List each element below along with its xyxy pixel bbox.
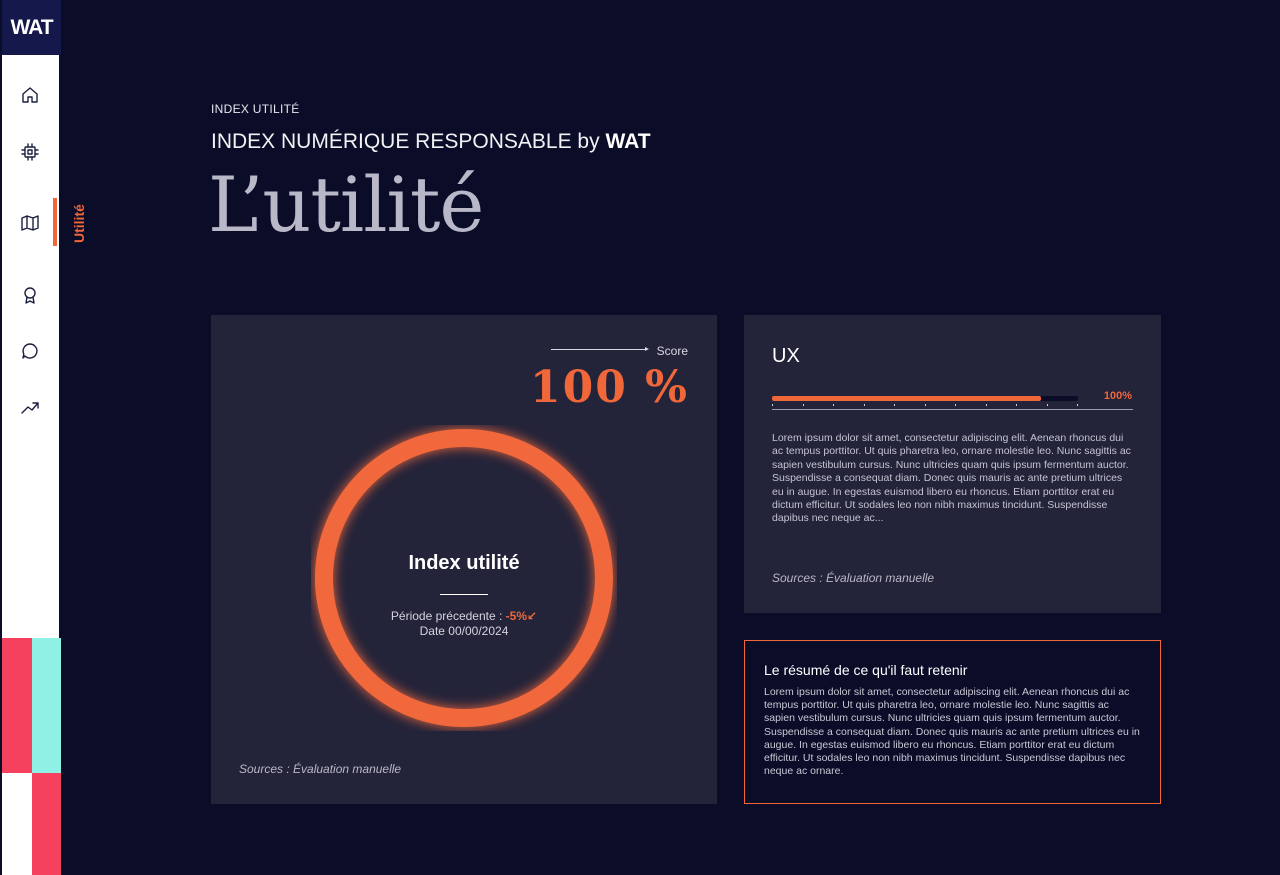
chat-icon	[20, 341, 40, 361]
subtitle-prefix: INDEX NUMÉRIQUE RESPONSABLE by	[211, 130, 606, 153]
ux-scale-tick	[1016, 404, 1017, 406]
score-ring-arc	[324, 438, 604, 718]
previous-delta: -5%↙	[505, 609, 538, 623]
score-card	[211, 315, 717, 804]
ux-sources: Sources : Évaluation manuelle	[772, 571, 935, 585]
ux-scale-tick	[803, 404, 804, 406]
score-label: Score	[656, 344, 688, 358]
active-nav-indicator	[53, 198, 57, 246]
ring-divider	[440, 594, 488, 595]
ux-scale-tick	[864, 404, 865, 406]
nav-chip[interactable]	[19, 141, 41, 163]
page-subtitle	[211, 130, 651, 154]
ux-scale-tick	[772, 404, 773, 406]
page-title: L’utilité	[208, 160, 484, 249]
map-icon	[20, 213, 40, 233]
logo-text: WAT	[10, 15, 53, 39]
ux-scale-tick	[894, 404, 895, 406]
trending-up-icon	[20, 398, 40, 418]
nav-trending[interactable]	[19, 397, 41, 419]
ux-scale-tick	[955, 404, 956, 406]
score-sources: Sources : Évaluation manuelle	[239, 762, 402, 776]
subtitle-brand: WAT	[605, 130, 651, 153]
ux-title: UX	[772, 345, 800, 367]
nav-map[interactable]	[19, 212, 41, 234]
ux-progress-track	[772, 396, 1078, 401]
ux-scale-tick	[833, 404, 834, 406]
score-date: Date 00/00/2024	[419, 624, 509, 638]
home-icon	[20, 85, 40, 105]
ux-progress-fill	[772, 396, 1041, 401]
summary-card	[744, 640, 1161, 804]
ux-scale-tick	[1077, 404, 1078, 406]
decor-pink-block-bottom	[32, 773, 61, 875]
page-eyebrow: INDEX UTILITÉ	[211, 102, 300, 116]
decor-teal-block	[32, 638, 61, 773]
previous-period	[211, 609, 717, 623]
award-icon	[20, 285, 40, 305]
ux-percent: 100%	[1103, 390, 1132, 402]
score-ring	[311, 425, 617, 731]
nav-chat[interactable]	[19, 340, 41, 362]
ux-scale-tick	[925, 404, 926, 406]
score-arrow	[551, 349, 647, 350]
wat-logo[interactable]	[2, 0, 61, 55]
ux-card	[744, 315, 1161, 613]
summary-title: Le résumé de ce qu'il faut retenir	[764, 662, 968, 678]
chip-icon	[20, 142, 40, 162]
previous-label: Période précedente :	[390, 609, 506, 623]
ux-scale-tick	[986, 404, 987, 406]
ux-description: Lorem ipsum dolor sit amet, consectetur adipiscing elit. Aenean rhoncus dui ac tempus porttitor. Ut quis pharetra leo, ornare molestie leo. Nunc sagittis ac sapien vestibulum cursus. Nunc ultricies quam quis ipsum fermentum auctor. Suspendisse a consequat diam. Donec quis mauris ac ante pretium ultrices eu in augue. In egestas euismod libero eu rhoncus. Etiam porttitor erat eu dictum efficitur. Ut sodales leo non nibh maximus tincidunt. Suspendisse dapibus nec neque ac...	[772, 432, 1131, 525]
ux-scale-tick	[1047, 404, 1048, 406]
ring-title: Index utilité	[408, 552, 520, 574]
summary-body: Lorem ipsum dolor sit amet, consectetur adipiscing elit. Aenean rhoncus dui ac tempus porttitor. Ut quis pharetra leo, ornare molestie leo. Nunc sagittis ac sapien vestibulum cursus. Nunc ultricies quam quis ipsum fermentum auctor. Suspendisse a consequat diam. Donec quis mauris ac ante pretium ultrices eu in augue. In egestas euismod libero eu rhoncus. Etiam porttitor erat eu dictum efficitur. Ut sodales leo non nibh maximus tincidunt. Suspendisse dapibus nec neque ac ornare.	[764, 686, 1140, 778]
active-section-label[interactable]: Utilité	[71, 204, 87, 244]
nav-award[interactable]	[19, 284, 41, 306]
decor-pink-block	[2, 638, 32, 773]
sidebar	[0, 0, 59, 875]
nav-home[interactable]	[19, 84, 41, 106]
ux-baseline	[772, 409, 1133, 410]
score-value: 100 %	[530, 362, 689, 413]
